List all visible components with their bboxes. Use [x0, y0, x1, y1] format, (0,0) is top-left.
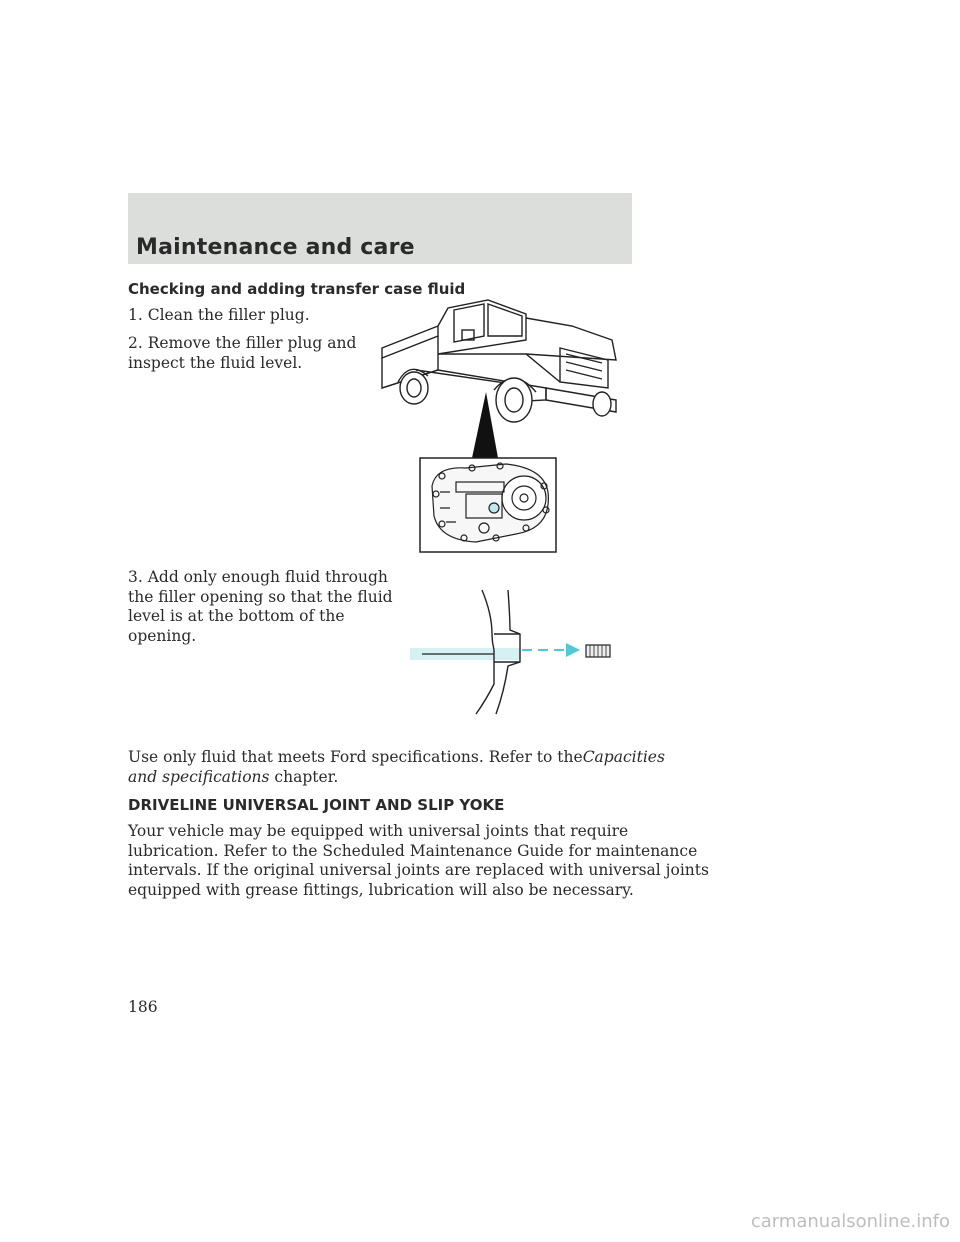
note-text: Use only fluid that meets Ford specifications. Refer to the: [128, 748, 583, 766]
step-2-line: 2. Remove the filler plug and: [128, 334, 357, 352]
truck-transfer-case-illustration: [376, 296, 632, 554]
driveline-line: equipped with grease fittings, lubrication will also be necessary.: [128, 880, 634, 899]
step-3-line: 3. Add only enough fluid through: [128, 568, 388, 586]
step-2: [128, 334, 356, 373]
transfer-case-heading: Checking and adding transfer case fluid: [128, 280, 466, 298]
driveline-heading: DRIVELINE UNIVERSAL JOINT AND SLIP YOKE: [128, 796, 505, 814]
driveline-line: lubrication. Refer to the Scheduled Maintenance Guide for maintenance: [128, 841, 698, 860]
step-1: 1. Clean the filler plug.: [128, 306, 310, 324]
driveline-line: Your vehicle may be equipped with universal joints that require: [128, 822, 629, 840]
step-3: [128, 568, 393, 646]
fluid-level-illustration: [410, 588, 616, 716]
section-title: Maintenance and care: [136, 235, 415, 260]
capacities-reference: Capacities: [582, 748, 665, 766]
specifications-note: [128, 748, 665, 787]
step-2-line: inspect the fluid level.: [128, 353, 303, 372]
page-number: 186: [128, 998, 158, 1016]
driveline-paragraph: [128, 822, 709, 900]
watermark: carmanualsonline.info: [750, 1211, 950, 1232]
step-3-line: the filler opening so that the fluid: [128, 587, 393, 606]
driveline-line: intervals. If the original universal joints are replaced with universal joints: [128, 861, 709, 879]
step-3-line: level is at the bottom of the: [128, 607, 345, 625]
section-header-band: [128, 193, 632, 264]
capacities-reference: and specifications: [128, 767, 270, 786]
step-3-line: opening.: [128, 626, 197, 645]
note-text: chapter.: [274, 767, 339, 786]
